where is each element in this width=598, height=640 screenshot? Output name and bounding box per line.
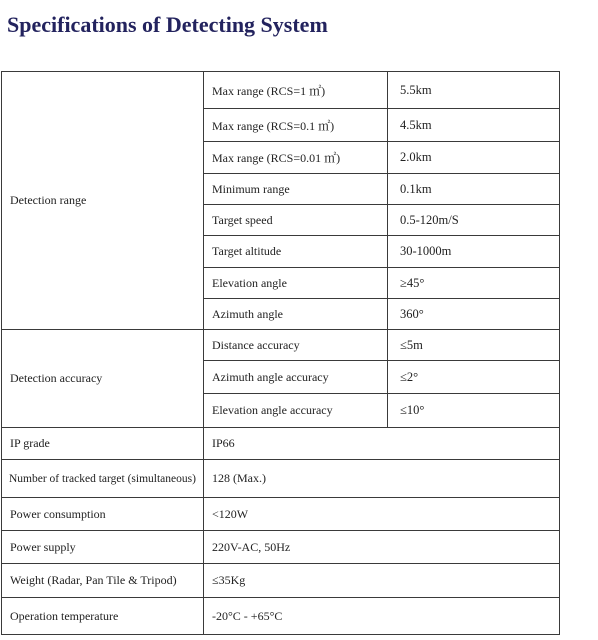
value-cell: ≤2° [388, 361, 560, 394]
spec-value-cell: ≤35Kg [204, 564, 560, 598]
table-row [2, 330, 560, 361]
spec-label-cell: Power supply [2, 531, 204, 564]
value-cell: 0.5-120m/S [388, 205, 560, 236]
value-cell: 30-1000m [388, 236, 560, 268]
spec-value-cell: 220V-AC, 50Hz [204, 531, 560, 564]
spec-value-cell: <120W [204, 498, 560, 531]
spec-label-cell: Operation temperature [2, 598, 204, 635]
page-title: Specifications of Detecting System [7, 12, 328, 37]
table-row [2, 531, 560, 564]
table-row [2, 564, 560, 598]
value-cell: 0.1km [388, 174, 560, 205]
value-cell: ≤5m [388, 330, 560, 361]
value-cell: ≤10° [388, 394, 560, 428]
param-cell: Max range (RCS=0.1 ㎡) [204, 109, 388, 142]
group-label-detection-range: Detection range [2, 72, 204, 330]
table-row [2, 72, 560, 109]
param-cell: Max range (RCS=0.01 ㎡) [204, 142, 388, 174]
param-cell: Distance accuracy [204, 330, 388, 361]
param-cell: Max range (RCS=1 ㎡) [204, 72, 388, 109]
group-label-detection-accuracy: Detection accuracy [2, 330, 204, 428]
table-row [2, 598, 560, 635]
param-cell: Azimuth angle [204, 299, 388, 330]
table-row [2, 460, 560, 498]
value-cell: 360° [388, 299, 560, 330]
value-cell: ≥45° [388, 268, 560, 299]
param-cell: Target speed [204, 205, 388, 236]
spec-value-cell: -20°C - +65°C [204, 598, 560, 635]
spec-value-cell: IP66 [204, 428, 560, 460]
param-cell: Target altitude [204, 236, 388, 268]
param-cell: Azimuth angle accuracy [204, 361, 388, 394]
param-cell: Minimum range [204, 174, 388, 205]
value-cell: 2.0km [388, 142, 560, 174]
table-row [2, 498, 560, 531]
value-cell: 4.5km [388, 109, 560, 142]
spec-label-cell: Power consumption [2, 498, 204, 531]
value-cell: 5.5km [388, 72, 560, 109]
table-row [2, 428, 560, 460]
param-cell: Elevation angle [204, 268, 388, 299]
spec-label-cell: IP grade [2, 428, 204, 460]
param-cell: Elevation angle accuracy [204, 394, 388, 428]
spec-label-cell: Number of tracked target (simultaneous) [2, 460, 204, 498]
spec-label-cell: Weight (Radar, Pan Tile & Tripod) [2, 564, 204, 598]
spec-value-cell: 128 (Max.) [204, 460, 560, 498]
specifications-table [1, 71, 560, 635]
